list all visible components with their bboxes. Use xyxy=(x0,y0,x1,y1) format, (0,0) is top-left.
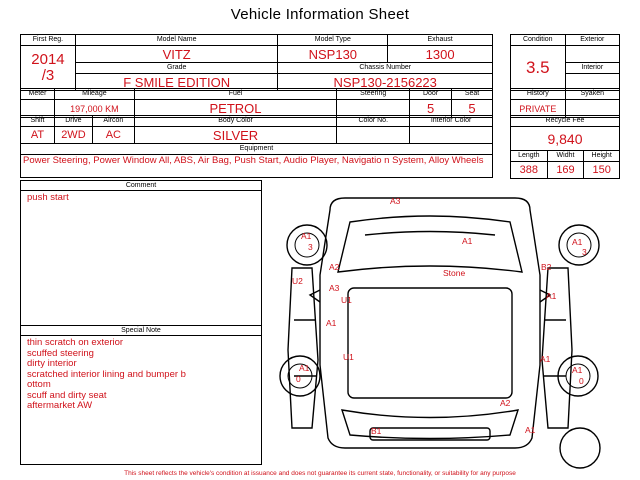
height-value: 150 xyxy=(584,162,620,179)
exhaust-label: Exhaust xyxy=(388,35,493,46)
door-value: 5 xyxy=(410,100,452,118)
grade-label: Grade xyxy=(75,63,278,74)
damage-mark-a2-rear: A2 xyxy=(500,398,511,408)
damage-mark-u1-left: U1 xyxy=(341,295,352,305)
special-note-header: Special Note xyxy=(21,326,261,336)
first-reg-label: First Reg. xyxy=(21,35,76,46)
length-value: 388 xyxy=(511,162,548,179)
comment-text xyxy=(21,191,261,206)
damage-mark-a1-hood: A1 xyxy=(462,236,473,246)
fuel-value: PETROL xyxy=(134,100,337,118)
model-name-value: VITZ xyxy=(75,46,278,63)
seat-label: Seat xyxy=(452,89,493,100)
door-label: Door xyxy=(410,89,452,100)
fuel-label: Fuel xyxy=(134,89,337,100)
mileage-label: Mileage xyxy=(54,89,134,100)
first-reg-value xyxy=(21,46,76,91)
special-note-line: scuff and dirty seat xyxy=(27,389,107,401)
comment-header: Comment xyxy=(21,181,261,191)
model-name-label: Model Name xyxy=(75,35,278,46)
damage-mark-a2-left: A2 xyxy=(329,262,340,272)
drive-value: 2WD xyxy=(54,127,92,144)
comment-line: push start xyxy=(27,192,69,203)
color-no-label: Color No. xyxy=(337,116,410,127)
special-note-line: ottom xyxy=(27,379,51,390)
recycle-fee-value: 9,840 xyxy=(511,127,620,151)
history-label: History xyxy=(511,89,566,100)
damage-mark-3-wheel-fl: 3 xyxy=(308,242,313,252)
damage-mark-a1-right-rear: A1 xyxy=(540,354,551,364)
body-color-value: SILVER xyxy=(134,127,337,144)
comment-box xyxy=(20,180,262,326)
special-note-line: scratched interior lining and bumper b xyxy=(27,368,186,380)
info-table xyxy=(20,34,493,91)
interior-color-value xyxy=(410,127,493,144)
aircon-label: Aircon xyxy=(92,116,134,127)
meter-label: Meter xyxy=(21,89,55,100)
model-type-label: Model Type xyxy=(278,35,388,46)
aircon-value: AC xyxy=(92,127,134,144)
recycle-fee-label: Recycle Fee xyxy=(511,116,620,127)
first-reg-month: /3 xyxy=(41,67,55,84)
chassis-label: Chassis Number xyxy=(278,63,493,74)
damage-mark-a3-top: A3 xyxy=(390,196,401,206)
special-note-line: dirty interior xyxy=(27,358,77,369)
length-label: Length xyxy=(511,151,548,162)
damage-mark-a3-left: A3 xyxy=(329,283,340,293)
chassis-value: NSP130-2156223 xyxy=(278,74,493,91)
history-table xyxy=(510,88,620,118)
damage-mark-a1-right-front-door: A1 xyxy=(546,291,557,301)
spec-table xyxy=(20,88,493,118)
condition-value: 3.5 xyxy=(511,46,566,91)
damage-mark-b2-right: B2 xyxy=(541,262,552,272)
first-reg-year: 2014 xyxy=(31,51,65,68)
special-note-line: aftermarket AW xyxy=(27,400,93,411)
damage-mark-u2-left: U2 xyxy=(292,276,303,286)
body-color-label: Body Color xyxy=(134,116,337,127)
condition-table xyxy=(510,34,620,91)
steering-label: Steering xyxy=(337,89,410,100)
color-no-value xyxy=(337,127,410,144)
damage-mark-a1-wheel-rr: A1 xyxy=(572,365,583,375)
damage-mark-a1-wheel-fl: A1 xyxy=(301,231,312,241)
grade-value: F SMILE EDITION xyxy=(75,74,278,91)
damage-mark-a1-left-rear-door: A1 xyxy=(326,318,337,328)
interior-color-label: Interior Color xyxy=(410,116,493,127)
damage-mark-b1-bottom: B1 xyxy=(371,426,382,436)
width-value: 169 xyxy=(547,162,584,179)
damage-mark-a1-wheel-fr: A1 xyxy=(572,237,583,247)
exterior-label: Exterior xyxy=(565,35,619,46)
syaken-label: Syaken xyxy=(565,89,619,100)
model-type-value: NSP130 xyxy=(278,46,388,63)
special-note-line: scuffed steering xyxy=(27,347,94,359)
exterior-value xyxy=(565,46,619,63)
special-note-text xyxy=(21,336,261,414)
history-value: PRIVATE xyxy=(511,100,566,118)
interior-label: Interior xyxy=(565,63,619,74)
recycle-table xyxy=(510,115,620,179)
height-label: Height xyxy=(584,151,620,162)
damage-mark-0-wheel-rl: 0 xyxy=(296,374,301,384)
damage-mark-3-wheel-fr: 3 xyxy=(582,247,587,257)
damage-mark-stone: Stone xyxy=(443,268,466,278)
spec-table-2 xyxy=(20,115,493,178)
damage-mark-a1-wheel-rl: A1 xyxy=(299,363,310,373)
mileage-value: 197,000 KM xyxy=(54,100,134,118)
damage-mark-0-wheel-rr: 0 xyxy=(579,376,584,386)
drive-label: Drive xyxy=(54,116,92,127)
condition-label: Condition xyxy=(511,35,566,46)
page-title: Vehicle Information Sheet xyxy=(230,6,410,23)
damage-mark-u1-rear: U1 xyxy=(343,352,354,362)
width-label: Widht xyxy=(547,151,584,162)
exhaust-value: 1300 xyxy=(388,46,493,63)
special-note-box xyxy=(20,325,262,465)
seat-value: 5 xyxy=(452,100,493,118)
shift-label: Shift xyxy=(21,116,55,127)
equipment-label: Equipment xyxy=(21,144,493,155)
disclaimer-footer: This sheet reflects the vehicle's condition at issuance and does not guarantee its current state, functionality, or suitability for any purpose xyxy=(124,470,516,477)
damage-mark-a1-bottom: A1 xyxy=(525,425,536,435)
special-note-line: thin scratch on exterior xyxy=(27,337,124,348)
equipment-value: Power Steering, Power Window All, ABS, Air Bag, Push Start, Audio Player, Navigatio n System, Alloy Wheels xyxy=(21,155,493,178)
shift-value: AT xyxy=(21,127,55,144)
